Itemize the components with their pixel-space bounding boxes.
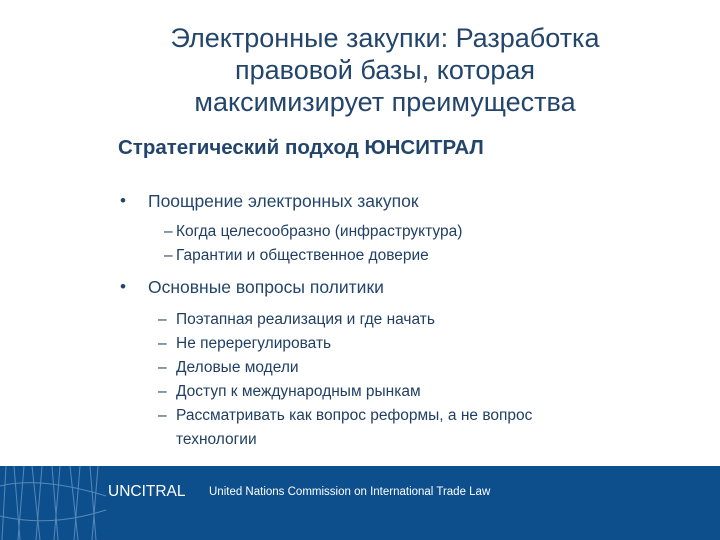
sub-item-text: Доступ к международным рынкам (176, 383, 421, 400)
dash-marker: – (158, 311, 167, 328)
dash-marker: – (164, 223, 173, 240)
bullet-text: Поощрение электронных закупок (148, 191, 419, 211)
dash-marker: – (164, 247, 173, 264)
sub-item (118, 220, 678, 244)
bullet-marker: • (120, 191, 126, 210)
sub-item (118, 380, 678, 404)
sub-list-2 (118, 308, 678, 452)
bullet-marker: • (120, 277, 126, 296)
title-line-2: правовой базы, которая (235, 55, 535, 85)
title-line-1: Электронные закупки: Разработка (170, 23, 600, 53)
sub-item-text: Гарантии и общественное доверие (176, 247, 429, 264)
slide-title (110, 22, 660, 118)
sub-item (118, 244, 678, 268)
footer-decorative-lines (0, 466, 110, 540)
footer-bar (0, 466, 720, 540)
bullet-item-2 (118, 276, 678, 298)
sub-item (118, 356, 678, 380)
sub-item (118, 404, 678, 428)
sub-item-text: Деловые модели (176, 359, 299, 376)
sub-item-text: технологии (176, 431, 257, 448)
dash-marker: – (158, 359, 167, 376)
bullet-item-1 (118, 190, 678, 212)
dash-marker: – (158, 383, 167, 400)
sub-item-text: Поэтапная реализация и где начать (176, 311, 435, 328)
dash-marker: – (158, 335, 167, 352)
footer-description: United Nations Commission on International Trade Law (209, 486, 491, 498)
footer-brand: UNCITRAL (108, 483, 186, 500)
sub-item (118, 308, 678, 332)
title-line-3: максимизирует преимущества (194, 87, 576, 117)
sub-item-continuation (118, 428, 678, 452)
bullet-list (118, 190, 678, 452)
bullet-text: Основные вопросы политики (148, 277, 384, 297)
dash-marker: – (158, 407, 167, 424)
sub-item-text: Рассматривать как вопрос реформы, а не вопрос (176, 407, 533, 424)
sub-item (118, 332, 678, 356)
sub-item-text: Когда целесообразно (инфраструктура) (176, 223, 463, 240)
sub-item-text: Не перерегулировать (176, 335, 332, 352)
sub-list-1 (118, 220, 678, 268)
slide-subtitle: Стратегический подход ЮНСИТРАЛ (118, 136, 484, 159)
